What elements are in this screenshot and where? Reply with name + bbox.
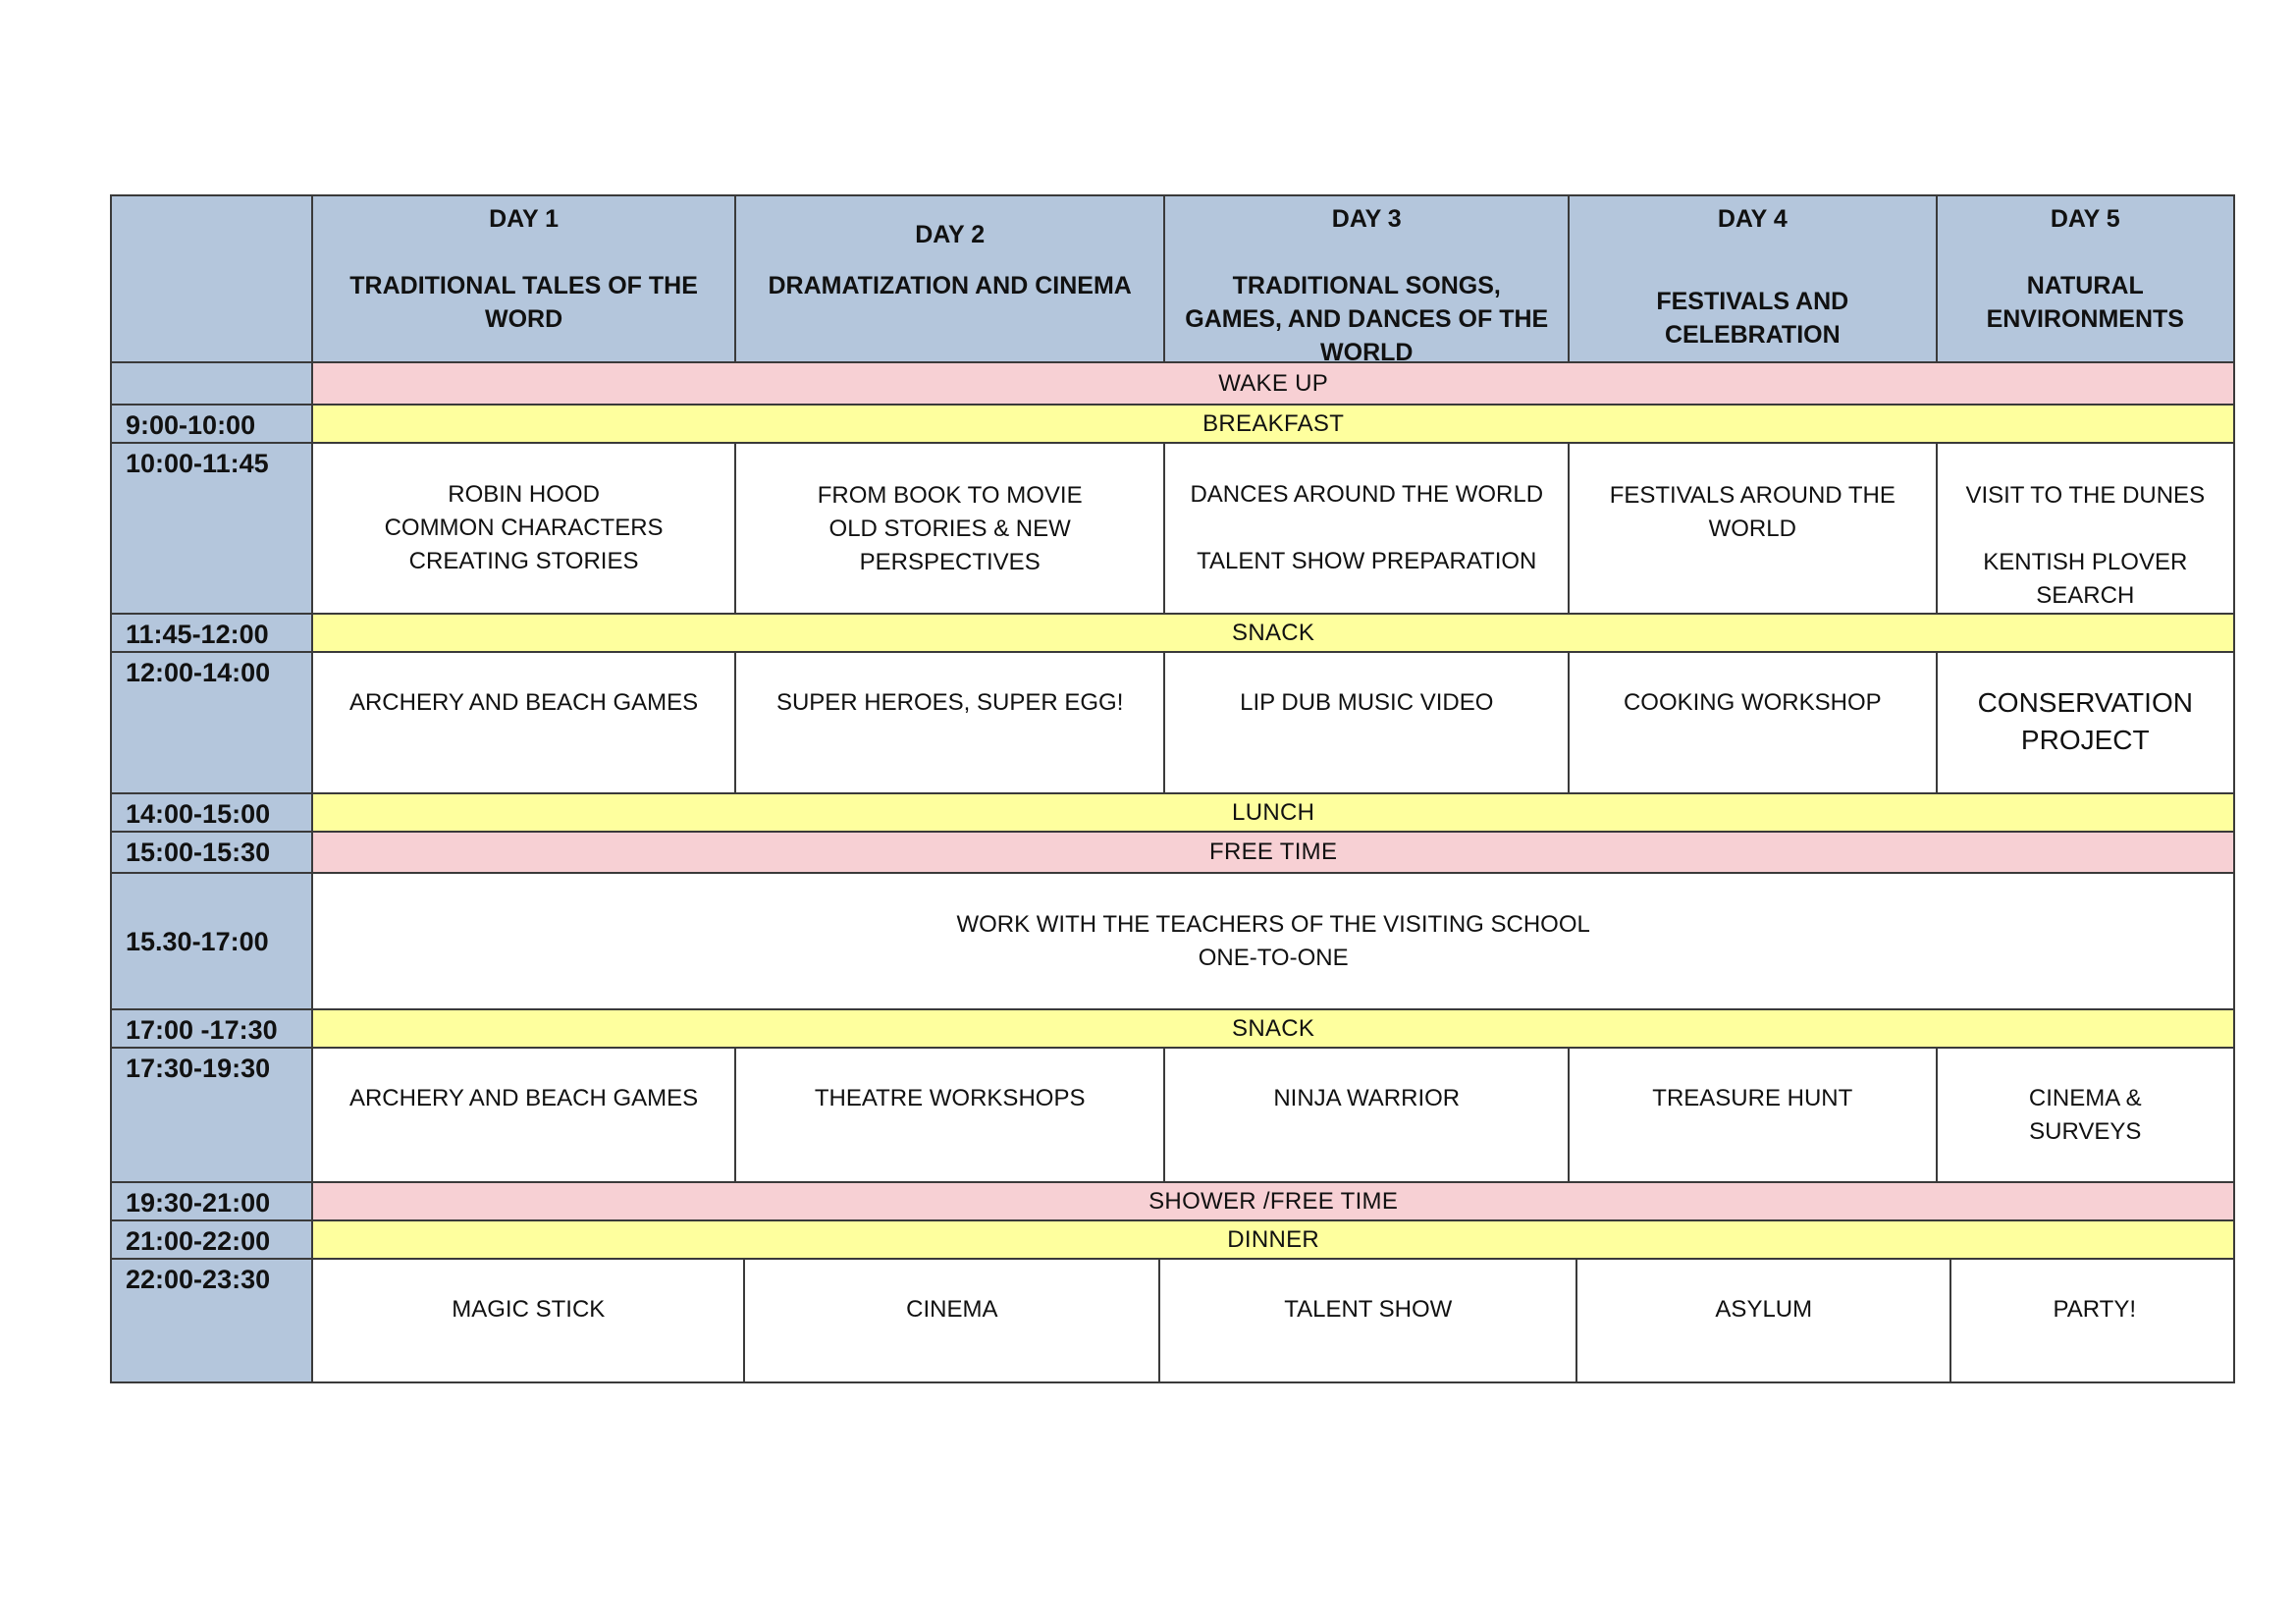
activity-line: TALENT SHOW PREPARATION [1197, 548, 1537, 574]
day-1-header [312, 195, 735, 362]
activity-cell-day-4: TREASURE HUNT [1569, 1048, 1937, 1182]
activity-cell-day-2 [735, 443, 1165, 614]
day-2-theme: DRAMATIZATION AND CINEMA [768, 272, 1132, 299]
line-gap [1175, 512, 1558, 545]
activity-cell-day-5: PARTY! [1950, 1260, 2237, 1381]
day-1-theme: TRADITIONAL TALES OF THE WORD [349, 272, 698, 333]
day-3-theme: TRADITIONAL SONGS, GAMES, AND DANCES OF THE WORLD [1185, 272, 1549, 366]
activity-cell-day-5 [1937, 1048, 2234, 1182]
breakfast-band: BREAKFAST [312, 405, 2234, 443]
activity-cell-day-3: NINJA WARRIOR [1164, 1048, 1569, 1182]
row-teachers [111, 873, 2234, 1009]
time-cell: 11:45-12:00 [111, 614, 312, 652]
activity-line: FESTIVALS AROUND THE [1609, 482, 1896, 509]
activity-line: SEARCH [2036, 582, 2135, 609]
activity-line: CINEMA & [2028, 1085, 2142, 1111]
activity-cell-day-3: TALENT SHOW [1159, 1260, 1576, 1381]
activity-cell-day-4 [1569, 443, 1937, 614]
activity-line: VISIT TO THE DUNES [1965, 482, 2206, 509]
activity-cell-day-5 [1937, 652, 2234, 793]
activity-cell-day-1: ARCHERY AND BEACH GAMES [312, 652, 735, 793]
day-2-header [735, 195, 1165, 362]
day-3-label: DAY 3 [1331, 205, 1402, 233]
day-5-header [1937, 195, 2234, 362]
activity-line: OLD STORIES & NEW PERSPECTIVES [828, 515, 1071, 575]
row-night [111, 1259, 2234, 1382]
row-afternoon [111, 1048, 2234, 1182]
night-activities [312, 1259, 2234, 1382]
time-cell: 14:00-15:00 [111, 793, 312, 832]
time-cell: 12:00-14:00 [111, 652, 312, 793]
snack-band: SNACK [312, 1009, 2234, 1048]
time-cell-empty [111, 362, 312, 405]
activity-cell-day-3 [1164, 443, 1569, 614]
activity-cell-day-1 [312, 443, 735, 614]
activity-line: CREATING STORIES [408, 548, 639, 574]
activity-cell-day-4: ASYLUM [1576, 1260, 1950, 1381]
day-1-label: DAY 1 [489, 205, 560, 233]
day-5-theme: NATURAL ENVIRONMENTS [1986, 272, 2184, 333]
dinner-band: DINNER [312, 1220, 2234, 1259]
free-time-band: FREE TIME [312, 832, 2234, 873]
shower-band: SHOWER /FREE TIME [312, 1182, 2234, 1220]
day-4-label: DAY 4 [1717, 205, 1788, 233]
activity-cell-day-5 [1937, 443, 2234, 614]
day-5-label: DAY 5 [2050, 205, 2120, 233]
header-row [111, 195, 2234, 362]
row-shower [111, 1182, 2234, 1220]
time-cell: 22:00-23:30 [111, 1259, 312, 1382]
day-4-header [1569, 195, 1937, 362]
time-cell: 17:30-19:30 [111, 1048, 312, 1182]
line-gap [1948, 513, 2223, 546]
activity-line: KENTISH PLOVER [1983, 549, 2188, 575]
day-3-header [1164, 195, 1569, 366]
activity-line: WORLD [1708, 515, 1796, 542]
activity-line: DANCES AROUND THE WORLD [1190, 481, 1544, 508]
activity-line: WORK WITH THE TEACHERS OF THE VISITING SCHOOL [956, 910, 1590, 938]
activity-cell-day-2: SUPER HEROES, SUPER EGG! [735, 652, 1165, 793]
time-cell: 15.30-17:00 [111, 873, 312, 1009]
night-activities-table [313, 1260, 2237, 1381]
row-dinner [111, 1220, 2234, 1259]
row-snack-2 [111, 1009, 2234, 1048]
corner-cell [111, 195, 312, 362]
row-free-time [111, 832, 2234, 873]
row-lunch [111, 793, 2234, 832]
teachers-cell [312, 873, 2234, 1009]
row-morning [111, 443, 2234, 614]
time-cell: 10:00-11:45 [111, 443, 312, 614]
activity-cell-day-3: LIP DUB MUSIC VIDEO [1164, 652, 1569, 793]
time-cell: 17:00 -17:30 [111, 1009, 312, 1048]
activity-cell-day-1: ARCHERY AND BEACH GAMES [312, 1048, 735, 1182]
activity-line: ONE-TO-ONE [1198, 944, 1349, 971]
activity-cell-day-2: CINEMA [744, 1260, 1159, 1381]
weekly-schedule-table [110, 194, 2235, 1383]
row-breakfast [111, 405, 2234, 443]
activity-line: ROBIN HOOD [448, 481, 600, 508]
activity-cell-day-2: THEATRE WORKSHOPS [735, 1048, 1165, 1182]
snack-band: SNACK [312, 614, 2234, 652]
activity-cell-day-4: COOKING WORKSHOP [1569, 652, 1937, 793]
activity-line: SURVEYS [2029, 1118, 2142, 1145]
day-4-theme: FESTIVALS AND CELEBRATION [1656, 288, 1849, 349]
time-cell: 21:00-22:00 [111, 1220, 312, 1259]
day-2-label: DAY 2 [915, 221, 986, 248]
time-cell: 19:30-21:00 [111, 1182, 312, 1220]
time-cell: 9:00-10:00 [111, 405, 312, 443]
row-snack-1 [111, 614, 2234, 652]
activity-line: COMMON CHARACTERS [384, 514, 664, 541]
wake-up-band: WAKE UP [312, 362, 2234, 405]
activity-line: FROM BOOK TO MOVIE [817, 482, 1083, 509]
activity-line: CONSERVATION [1977, 687, 2193, 718]
lunch-band: LUNCH [312, 793, 2234, 832]
row-midday [111, 652, 2234, 793]
activity-cell-day-1: MAGIC STICK [313, 1260, 744, 1381]
activity-line: PROJECT [2020, 725, 2150, 755]
time-cell: 15:00-15:30 [111, 832, 312, 873]
